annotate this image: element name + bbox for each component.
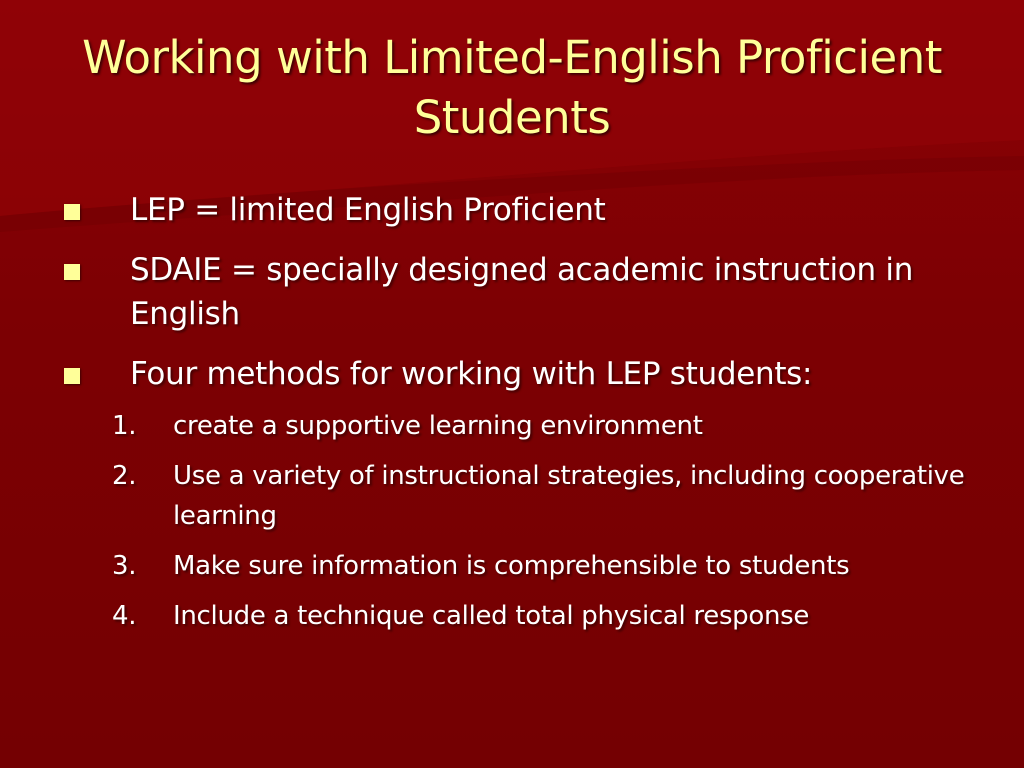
square-bullet-icon — [64, 264, 80, 280]
bullet-item — [60, 352, 990, 396]
bullet-text: Four methods for working with LEP students: — [130, 356, 813, 392]
bullet-text: LEP = limited English Proficient — [130, 192, 606, 228]
square-bullet-icon — [64, 368, 80, 384]
method-item — [60, 546, 990, 586]
slide-title: Working with Limited-English Proficient Students — [82, 31, 942, 144]
method-number: 4. — [112, 601, 137, 631]
method-item — [60, 596, 990, 636]
method-text: create a supportive learning environment — [173, 411, 703, 441]
method-text: Use a variety of instructional strategies, including cooperative learning — [173, 461, 965, 531]
method-text: Make sure information is comprehensible to students — [173, 551, 850, 581]
square-bullet-icon — [64, 204, 80, 220]
slide-content — [60, 188, 990, 646]
method-item — [60, 456, 990, 536]
bullet-text: SDAIE = specially designed academic instruction in English — [130, 252, 914, 332]
method-number: 1. — [112, 411, 137, 441]
method-number: 3. — [112, 551, 137, 581]
method-item — [60, 406, 990, 446]
bullet-item — [60, 188, 990, 232]
methods-list — [60, 406, 990, 636]
method-text: Include a technique called total physical response — [173, 601, 810, 631]
bullet-item — [60, 248, 990, 336]
method-number: 2. — [112, 461, 137, 491]
